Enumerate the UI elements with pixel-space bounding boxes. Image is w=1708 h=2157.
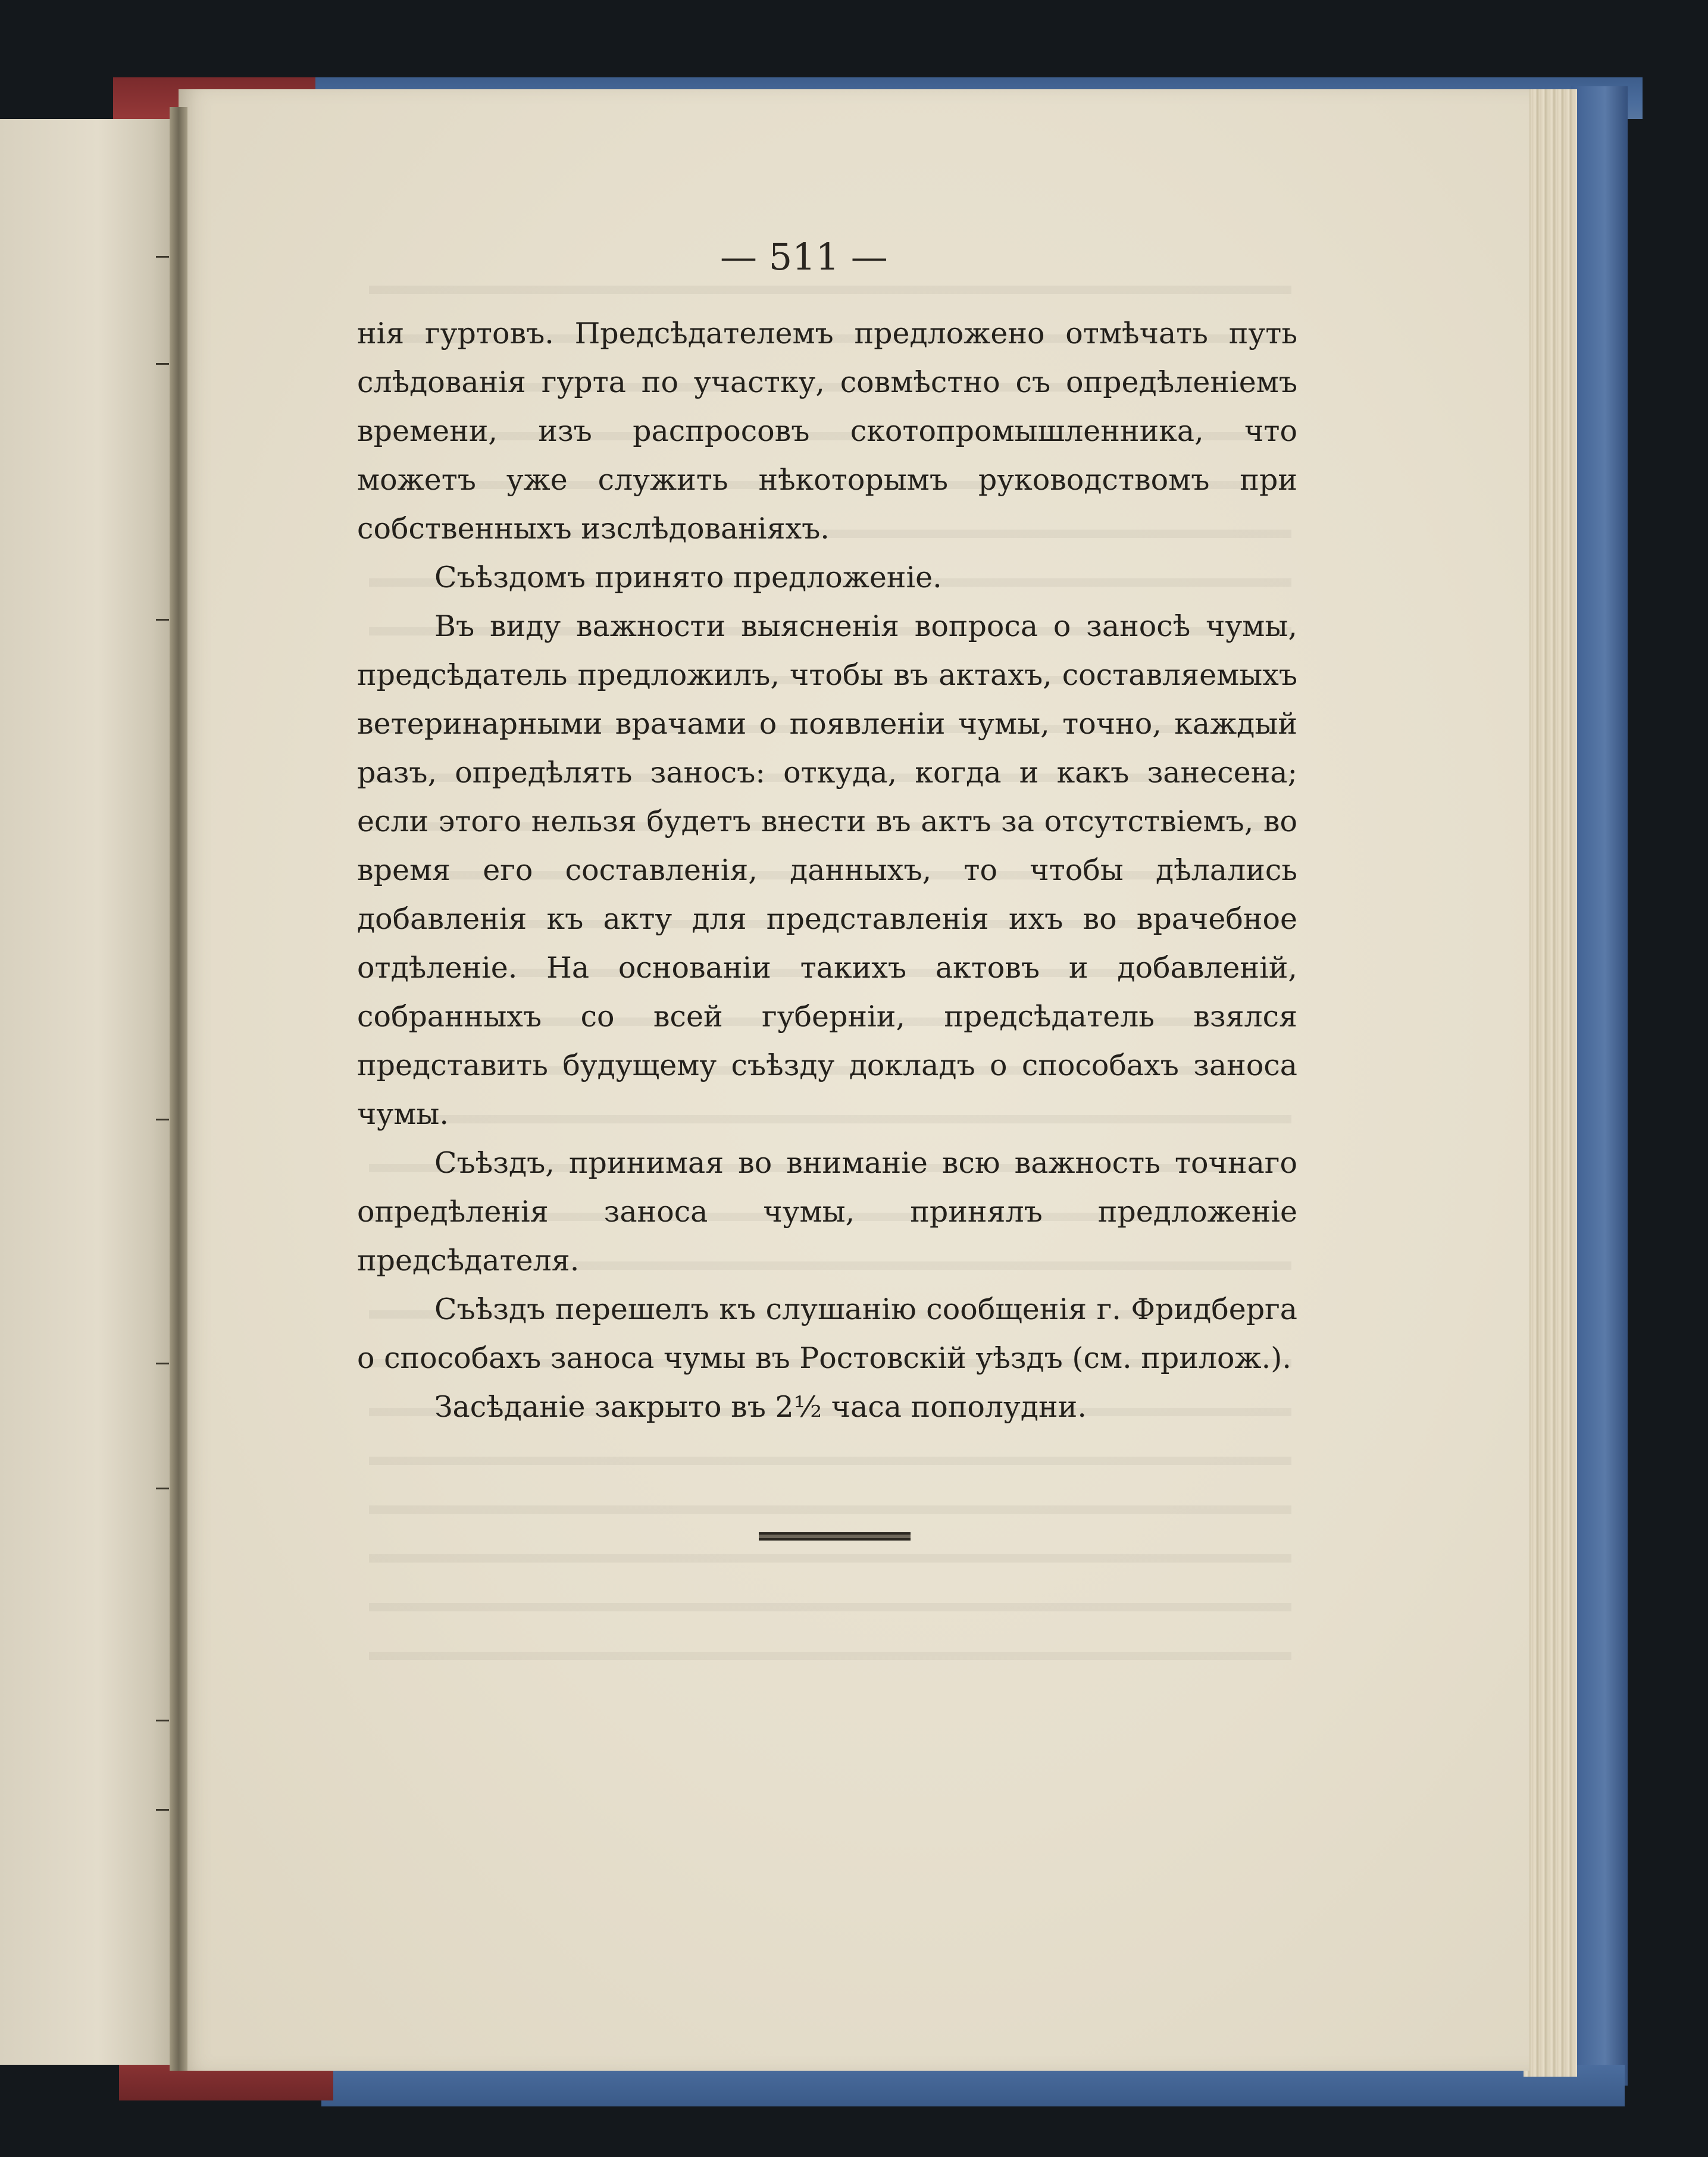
binding-stitch bbox=[156, 363, 169, 365]
binding-stitch bbox=[156, 1809, 169, 1811]
paragraph: Съѣздъ перешелъ къ слушанію сообщенія г. Фридберга о способахъ заноса чумы въ Ростовскій уѣздъ (см. прилож.). bbox=[357, 1292, 1297, 1375]
paragraph: Въ виду важности выясненія вопроса о заносѣ чумы, предсѣдатель предложилъ, чтобы въ актахъ, составляемыхъ ветеринарными врачами о появленіи чумы, точно, каждый разъ, опредѣлять заносъ: откуда, когда и какъ занесена; если этого нельзя будетъ внести въ актъ за отсутствіемъ, во время его составленія, данныхъ, то чтобы дѣлались добавленія къ акту для представленія ихъ во врачебное отдѣленіе. На основаніи такихъ актовъ и добавленій, собранныхъ со всей губерніи, предсѣдатель взялся представить будущему съѣзду докладъ о способахъ заноса чумы. bbox=[357, 609, 1297, 1131]
binding-stitch bbox=[156, 1488, 169, 1489]
binding-stitch bbox=[156, 619, 169, 621]
page-body bbox=[357, 309, 1297, 1432]
gutter bbox=[170, 107, 187, 2071]
facing-page bbox=[0, 119, 179, 2065]
paragraph: Засѣданіе закрыто въ 2½ часа пополудни. bbox=[434, 1390, 1087, 1424]
page-edges bbox=[1524, 89, 1577, 2077]
binding-stitch bbox=[156, 256, 169, 258]
paragraph: нія гуртовъ. Предсѣдателемъ предложено отмѣчать путь слѣдованія гурта по участку, совмѣстно съ опредѣленіемъ времени, изъ распросовъ скотопромышленника, что можетъ уже служить нѣкоторымъ руководствомъ при собственныхъ изслѣдованіяхъ. bbox=[357, 317, 1297, 546]
cover-bottom-edge bbox=[321, 2065, 1625, 2106]
binding-stitch bbox=[156, 1363, 169, 1364]
paragraph: Съѣздомъ принято предложеніе. bbox=[434, 561, 942, 594]
cover-right-edge bbox=[1571, 86, 1628, 2086]
page-number: — 511 — bbox=[720, 235, 888, 278]
paragraph: Съѣздъ, принимая во вниманіе всю важность точнаго опредѣленія заноса чумы, принялъ предложеніе предсѣдателя. bbox=[357, 1146, 1297, 1278]
end-rule bbox=[759, 1532, 911, 1541]
binding-stitch bbox=[156, 1119, 169, 1120]
binding-stitch bbox=[156, 1720, 169, 1721]
